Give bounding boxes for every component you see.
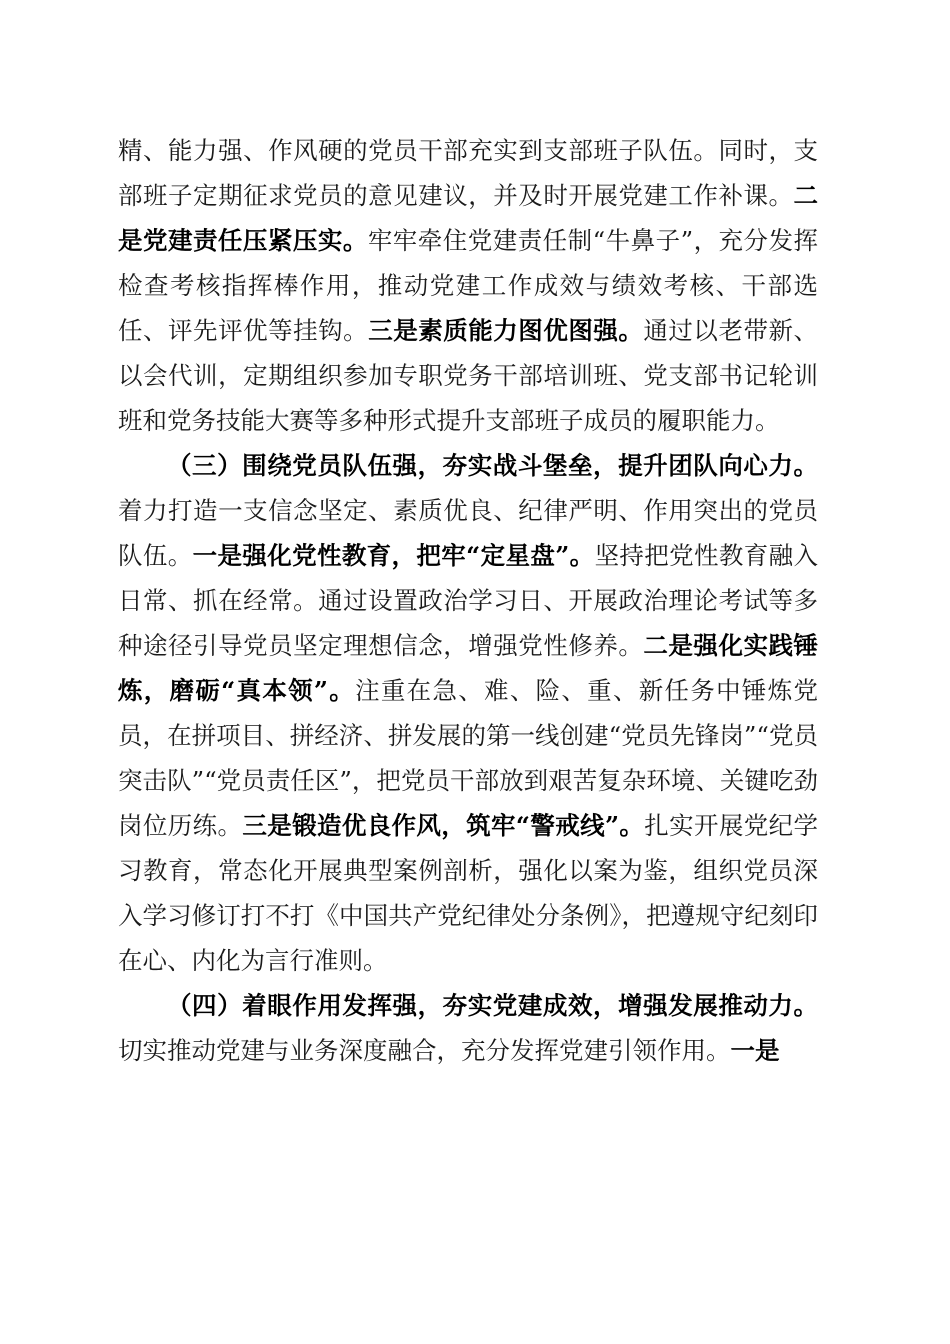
paragraph-text: 切实推动党建与业务深度融合，充分发挥党建引领作用。 — [118, 1036, 731, 1065]
paragraph-text: 着力打造一支信念坚定、素质优良、纪律严明、作用突出的党员队伍。 — [118, 496, 818, 570]
section-four-paragraph — [118, 983, 818, 1073]
paragraph-text: 注重在急、难、险、重、新任务中锤炼党员，在拼项目、拼经济、拼发展的第一线创建“党员先锋岗”“党员突击队”“党员责任区”，把党员干部放到艰苦复杂环境、关键吃劲岗位历练。 — [118, 676, 818, 840]
paragraph-text: 坚持把党性教育融入日常、抓在经常。通过设置政治学习日、开展政治理论考试等多种途径引导党员坚定理想信念，增强党性修养。 — [118, 541, 819, 660]
paragraph-branch-leadership — [118, 128, 818, 443]
bold-heading-capability: 三是素质能力图优图强。 — [368, 316, 644, 345]
paragraph-text: 牢牢牵住党建责任制“牛鼻子”，充分发挥检查考核指挥棒作用，推动党建工作成效与绩效考核、干部选任、评先评优等挂钩。 — [118, 226, 818, 345]
bold-heading-work-style: 三是锻造优良作风，筑牢“警戒线”。 — [242, 811, 645, 840]
bold-heading-party-education: 一是强化党性教育，把牢“定星盘”。 — [192, 541, 595, 570]
document-page — [118, 128, 818, 1073]
section-three-heading: （三）围绕党员队伍强，夯实战斗堡垒，提升团队向心力。 — [167, 451, 818, 480]
bold-heading-responsibility: 二是党建责任压紧压实。 — [118, 181, 818, 255]
section-three-paragraph — [118, 443, 818, 983]
bold-heading-first-point: 一是 — [730, 1036, 780, 1065]
bold-heading-practice: 二是强化实践锤炼，磨砺“真本领”。 — [118, 631, 819, 705]
paragraph-text: 通过以老带新、以会代训，定期组织参加专职党务干部培训班、党支部书记轮训班和党务技能大赛等多种形式提升支部班子成员的履职能力。 — [118, 316, 819, 435]
paragraph-text: 扎实开展党纪学习教育，常态化开展典型案例剖析，强化以案为鉴，组织党员深入学习修订打不打《中国共产党纪律处分条例》，把遵规守纪刻印在心、内化为言行准则。 — [118, 811, 819, 975]
paragraph-text: 精、能力强、作风硬的党员干部充实到支部班子队伍。同时，支部班子定期征求党员的意见建议，并及时开展党建工作补课。 — [118, 136, 818, 210]
section-four-heading: （四）着眼作用发挥强，夯实党建成效，增强发展推动力。 — [167, 991, 818, 1020]
